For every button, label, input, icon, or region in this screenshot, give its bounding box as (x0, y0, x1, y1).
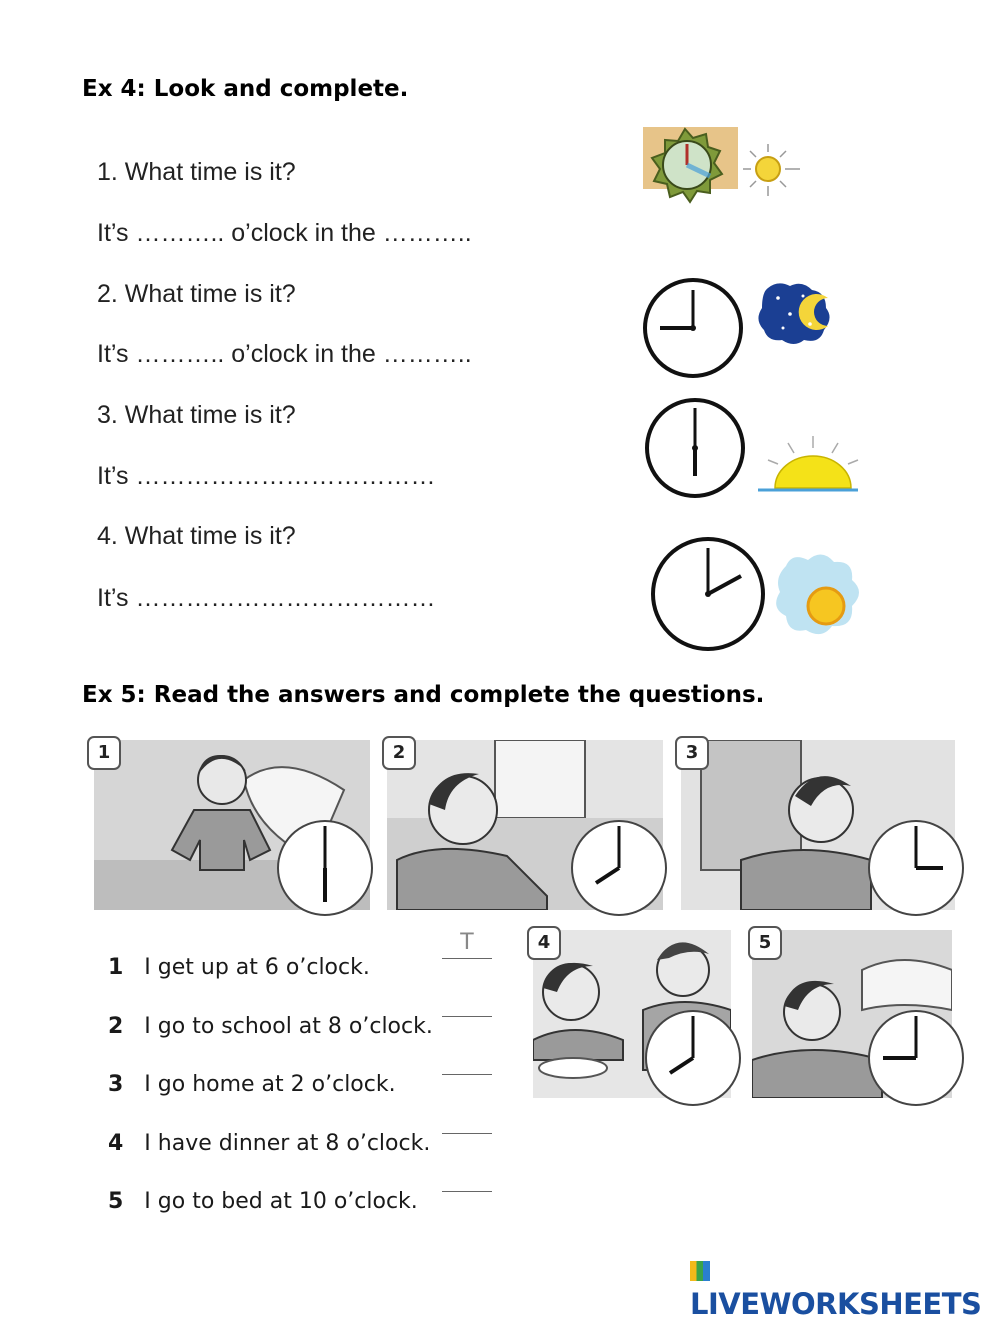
ex4-question-1: 1. What time is it? (97, 158, 296, 186)
sentence-number: 2 (108, 1014, 124, 1039)
clock-icon (645, 280, 741, 376)
clock-icon (863, 1008, 969, 1108)
answer-blank-5[interactable] (442, 1163, 492, 1192)
sentence-4 (94, 1106, 430, 1156)
sentence-2 (94, 989, 433, 1039)
sentence-5 (94, 1164, 418, 1214)
ex4-answer-1[interactable]: It’s ……….. o’clock in the ……….. (97, 219, 472, 247)
sentence-number: 5 (108, 1189, 124, 1214)
sentence-text: I have dinner at 8 o’clock. (144, 1131, 431, 1156)
ex5-heading: Ex 5: Read the answers and complete the questions. (82, 682, 765, 708)
clock-icon (272, 818, 378, 918)
sun-icon (756, 157, 780, 181)
clock-icon (640, 1008, 746, 1108)
sun-icon (808, 588, 844, 624)
ex4-heading: Ex 4: Look and complete. (82, 76, 409, 102)
sunrise-icon (775, 456, 851, 488)
sentence-text: I go home at 2 o’clock. (144, 1072, 396, 1097)
clock-icon (566, 818, 672, 918)
sentence-number: 3 (108, 1072, 124, 1097)
clock-icon (647, 400, 743, 496)
ex4-answer-3[interactable]: It’s ……………………………… (97, 462, 436, 490)
answer-blank-2[interactable] (442, 988, 492, 1017)
ex4-question-3: 3. What time is it? (97, 401, 296, 429)
panel-badge-2: 2 (382, 736, 416, 770)
answer-blank-4[interactable] (442, 1105, 492, 1134)
boy-body (741, 850, 871, 910)
sentence-3 (94, 1047, 396, 1097)
sentence-text: I go to bed at 10 o’clock. (144, 1189, 418, 1214)
liveworksheets-logo (690, 1253, 1000, 1321)
clock-icon (863, 818, 969, 918)
panel-badge-4: 4 (527, 926, 561, 960)
logo-text: LIVEWORKSHEETS (690, 1287, 982, 1321)
panel-badge-5: 5 (748, 926, 782, 960)
answer-blank-3[interactable] (442, 1046, 492, 1075)
ex4-picture-1 (640, 124, 810, 214)
ex4-answer-2[interactable]: It’s ……….. o’clock in the ……….. (97, 340, 472, 368)
logo-icon (690, 1261, 710, 1281)
sentence-text: I go to school at 8 o’clock. (144, 1014, 433, 1039)
sentence-1 (94, 930, 370, 980)
night-sky-icon (758, 283, 829, 344)
ex4-picture-2 (638, 276, 858, 384)
pillow (862, 960, 952, 1010)
ex4-answer-4[interactable]: It’s ……………………………… (97, 584, 436, 612)
plate (539, 1058, 607, 1078)
sentence-text: I get up at 6 o’clock. (144, 955, 370, 980)
panel-badge-3: 3 (675, 736, 709, 770)
answer-blank-1-value: T (459, 928, 475, 955)
ex4-question-2: 2. What time is it? (97, 280, 296, 308)
sentence-number: 4 (108, 1131, 124, 1156)
sentence-number: 1 (108, 955, 124, 980)
ex4-picture-3 (640, 398, 860, 502)
clock-icon (653, 539, 763, 649)
door (495, 740, 585, 818)
panel-badge-1: 1 (87, 736, 121, 770)
ex4-question-4: 4. What time is it? (97, 522, 296, 550)
ex4-picture-4 (646, 536, 876, 652)
